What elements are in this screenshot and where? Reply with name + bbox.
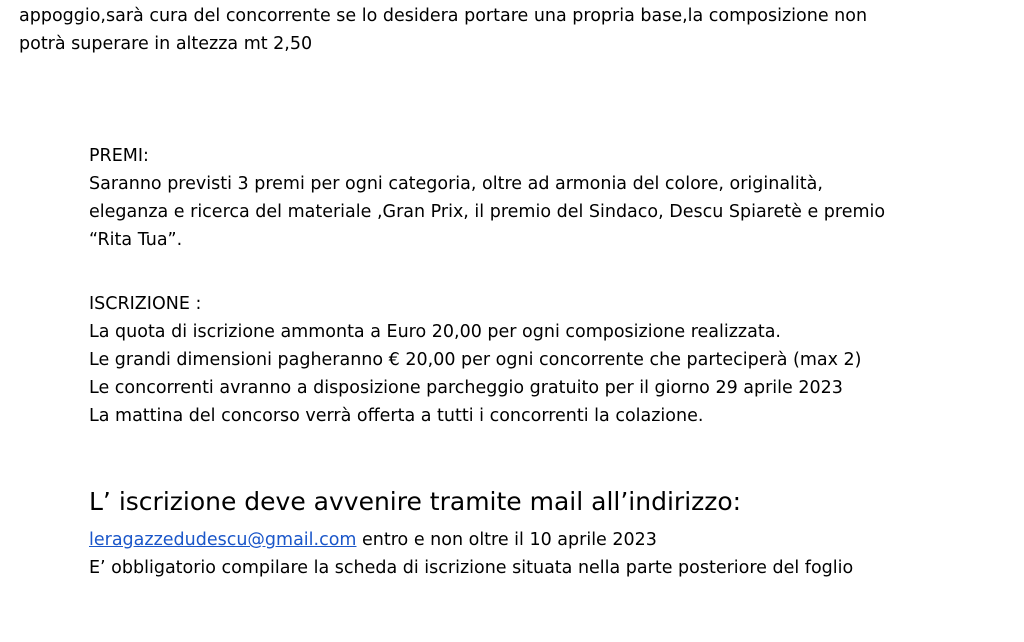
- iscrizione-line-3: Le concorrenti avranno a disposizione parcheggio gratuito per il giorno 29 aprile 2023: [89, 378, 843, 398]
- intro-paragraph: [19, 2, 1019, 58]
- iscrizione-line-4: La mattina del concorso verrà offerta a tutti i concorrenti la colazione.: [89, 406, 704, 426]
- iscrizione-line-1: La quota di iscrizione ammonta a Euro 20,00 per ogni composizione realizzata.: [89, 322, 781, 342]
- premi-line-3: “Rita Tua”.: [89, 230, 183, 250]
- intro-line-2: potrà superare in altezza mt 2,50: [19, 34, 313, 54]
- iscrizione-line-2: Le grandi dimensioni pagheranno € 20,00 per ogni concorrente che parteciperà (max 2): [89, 350, 862, 370]
- registration-details: [89, 526, 1019, 582]
- registration-note: E’ obbligatorio compilare la scheda di iscrizione situata nella parte posteriore del foglio: [89, 558, 854, 578]
- intro-line-1: appoggio,sarà cura del concorrente se lo desidera portare una propria base,la composizione non: [19, 6, 868, 26]
- iscrizione-heading: ISCRIZIONE :: [89, 294, 202, 314]
- iscrizione-section: [89, 290, 1019, 430]
- premi-section: [89, 142, 1019, 254]
- email-link[interactable]: leragazzedudescu@gmail.com: [89, 530, 357, 550]
- premi-line-2: eleganza e ricerca del materiale ,Gran Prix, il premio del Sindaco, Descu Spiaretè e premio: [89, 202, 886, 222]
- deadline-text: entro e non oltre il 10 aprile 2023: [356, 530, 657, 550]
- premi-heading: PREMI:: [89, 146, 149, 166]
- registration-heading: L’ iscrizione deve avvenire tramite mail all’indirizzo:: [89, 487, 742, 516]
- email-line: [89, 526, 1019, 554]
- premi-line-1: Saranno previsti 3 premi per ogni categoria, oltre ad armonia del colore, originalità,: [89, 174, 823, 194]
